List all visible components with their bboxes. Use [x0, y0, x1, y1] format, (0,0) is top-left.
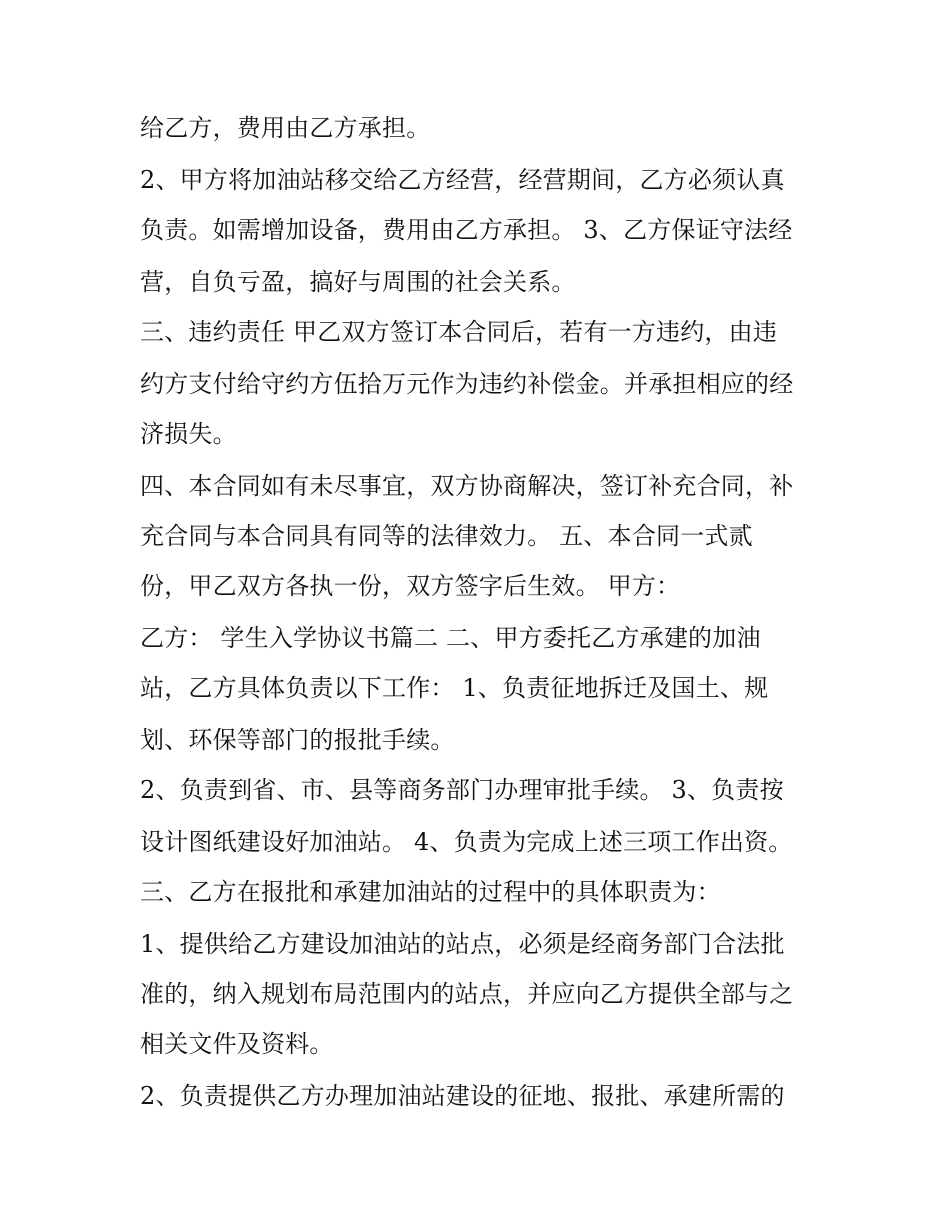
text-line: 乙方： 学生入学协议书篇二 二、甲方委托乙方承建的加油: [140, 624, 761, 652]
text-line: 份，甲乙双方各执一份，双方签字后生效。 甲方：: [140, 572, 681, 600]
text-line: 四、本合同如有未尽事宜，双方协商解决，签订补充合同，补: [140, 472, 794, 500]
text-line: 2、负责到省、市、县等商务部门办理审批手续。 3、负责按: [140, 776, 784, 804]
text-line: 负责。如需增加设备，费用由乙方承担。 3、乙方保证守法经: [140, 216, 793, 244]
text-line: 1、提供给乙方建设加油站的站点，必须是经商务部门合法批: [140, 930, 785, 958]
text-line: 设计图纸建设好加油站。 4、负责为完成上述三项工作出资。: [140, 828, 793, 856]
text-line: 2、甲方将加油站移交给乙方经营，经营期间，乙方必须认真: [140, 166, 785, 194]
text-line: 三、乙方在报批和承建加油站的过程中的具体职责为：: [140, 878, 721, 906]
text-line: 划、环保等部门的报批手续。: [140, 726, 455, 754]
text-line: 约方支付给守约方伍拾万元作为违约补偿金。并承担相应的经: [140, 370, 794, 398]
text-line: 2、负责提供乙方办理加油站建设的征地、报批、承建所需的: [140, 1082, 785, 1110]
text-line: 相关文件及资料。: [140, 1030, 334, 1058]
text-line: 准的，纳入规划布局范围内的站点，并应向乙方提供全部与之: [140, 980, 794, 1008]
text-line: 三、违约责任 甲乙双方签订本合同后，若有一方违约，由违: [140, 318, 778, 346]
text-line: 站，乙方具体负责以下工作： 1、负责征地拆迁及国土、规: [140, 674, 769, 702]
text-line: 充合同与本合同具有同等的法律效力。 五、本合同一式贰: [140, 522, 753, 550]
text-line: 济损失。: [140, 420, 237, 448]
text-line: 营，自负亏盈，搞好与周围的社会关系。: [140, 268, 576, 296]
text-line: 给乙方，费用由乙方承担。: [140, 114, 431, 142]
